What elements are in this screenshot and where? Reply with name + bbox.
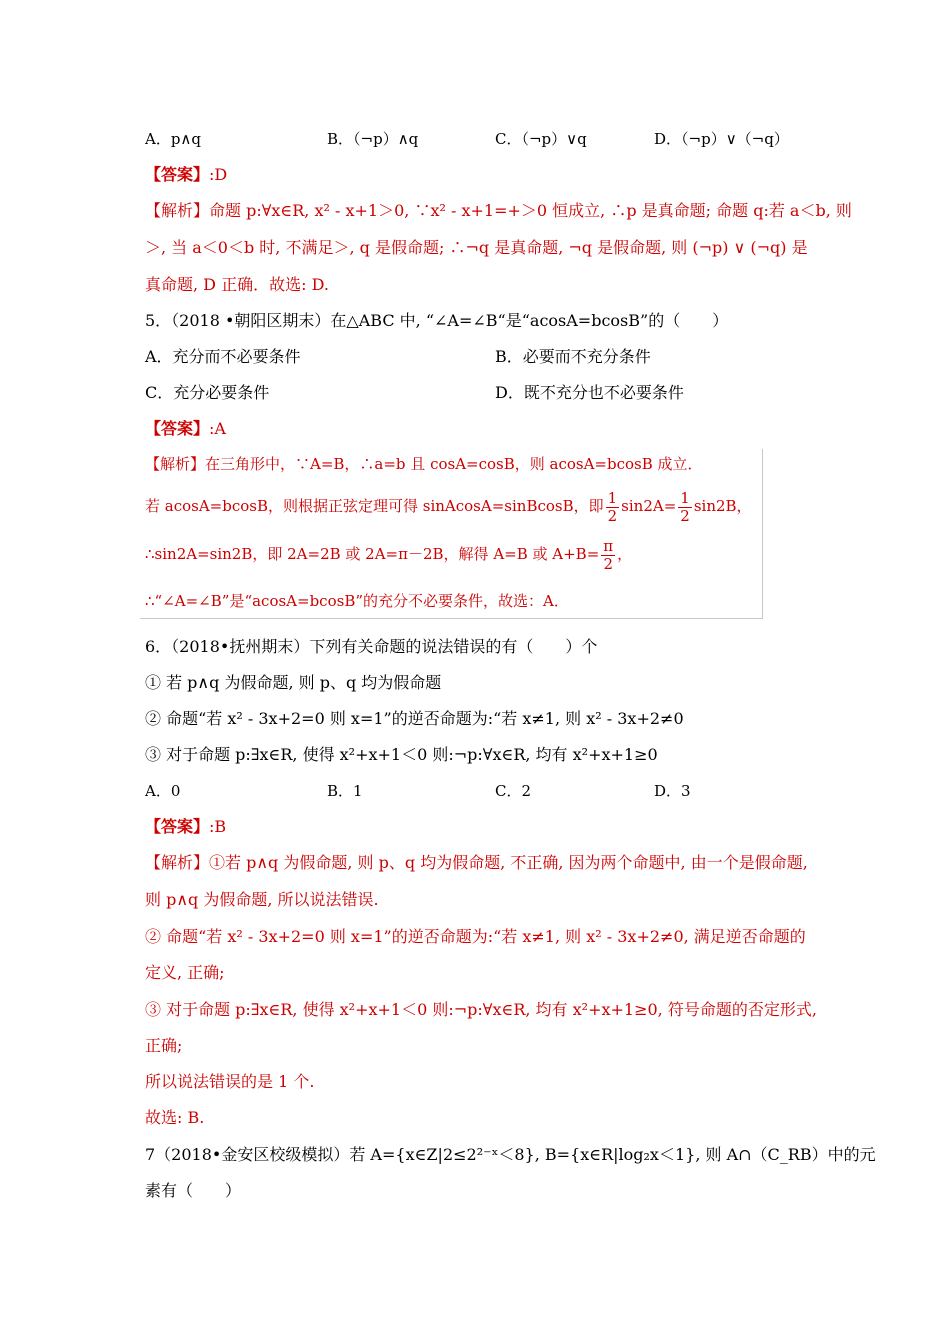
q5-analysis-line-2: [145, 487, 752, 525]
q6-analysis-line-8: 故选: B.: [145, 1108, 205, 1127]
answer-label: 【答案】: [145, 419, 210, 438]
fraction-pi-over-two: [601, 538, 615, 573]
q4-option-c: C．（¬p）∨q: [495, 130, 587, 148]
text: sin2A=: [621, 497, 677, 515]
q6-analysis-line-6: 正确;: [145, 1036, 183, 1055]
q6-analysis-line-4: 定义, 正确;: [145, 963, 225, 982]
q5-answer: [145, 419, 226, 439]
text: sin2B，: [693, 497, 752, 515]
numerator: π: [603, 536, 614, 555]
answer-value: :A: [209, 419, 226, 438]
q5-option-a: A．充分而不必要条件: [145, 347, 301, 366]
q7-stem-line-2: 素有（ ）: [145, 1181, 242, 1200]
q4-analysis-line-1: 【解析】命题 p:∀x∈R, x² - x+1＞0, ∵x² - x+1=+＞0 恒成立, ∴p 是真命题; 命题 q:若 a＜b, 则: [145, 201, 852, 220]
q6-item-2: ② 命题“若 x² - 3x+2=0 则 x=1”的逆否命题为:“若 x≠1, 则 x² - 3x+2≠0: [145, 709, 684, 728]
q4-option-a: A．p∧q: [145, 130, 202, 148]
fraction-one-half: [678, 490, 692, 525]
q6-stem: 6．（2018•抚州期末）下列有关命题的说法错误的有（ ）个: [145, 637, 598, 656]
q4-option-b: B．（¬p）∧q: [327, 130, 419, 148]
q6-option-d: D．3: [654, 782, 691, 800]
q4-option-d: D．（¬p）∨（¬q）: [654, 130, 789, 148]
answer-label: 【答案】: [145, 817, 210, 836]
q6-option-c: C．2: [495, 782, 532, 800]
q5-analysis-line-1: 【解析】在三角形中，∵A=B，∴a=b 且 cosA=cosB，则 acosA=bcosB 成立．: [145, 455, 703, 473]
text: ，: [617, 545, 633, 563]
q6-analysis-line-7: 所以说法错误的是 1 个.: [145, 1072, 315, 1091]
denominator: 2: [680, 506, 690, 525]
numerator: 1: [607, 488, 618, 507]
q6-option-a: A．0: [145, 782, 181, 800]
q7-stem-line-1: 7（2018•金安区校级模拟）若 A={x∈Z|2≤2²⁻ˣ＜8}, B={x∈R|log₂x＜1}, 则 A∩（C_RB）中的元: [145, 1145, 876, 1164]
q5-option-c: C．充分必要条件: [145, 383, 270, 402]
answer-label: 【答案】: [145, 165, 210, 184]
answer-value: :B: [209, 817, 227, 836]
q5-stem: 5．（2018 •朝阳区期末）在△ABC 中, “∠A=∠B“是“acosA=bcosB”的（ ）: [145, 311, 729, 330]
q6-analysis-line-2: 则 p∧q 为假命题, 所以说法错误.: [145, 890, 379, 909]
numerator: 1: [680, 488, 690, 507]
q5-option-d: D．既不充分也不必要条件: [495, 383, 684, 402]
q4-answer: [145, 165, 227, 185]
q6-item-1: ① 若 p∧q 为假命题, 则 p、q 均为假命题: [145, 673, 442, 692]
q5-option-b: B．必要而不充分条件: [495, 347, 651, 366]
q6-analysis-line-3: ② 命题“若 x² - 3x+2=0 则 x=1”的逆否命题为:“若 x≠1, 则 x² - 3x+2≠0, 满足逆否命题的: [145, 927, 806, 946]
fraction-one-half: [606, 490, 620, 525]
text: 若 acosA=bcosB，则根据正弦定理可得 sinAcosA=sinBcosB，即: [145, 497, 604, 515]
q6-option-b: B．1: [327, 782, 363, 800]
q6-item-3: ③ 对于命题 p:∃x∈R, 使得 x²+x+1＜0 则:¬p:∀x∈R, 均有 x²+x+1≥0: [145, 745, 658, 764]
q5-analysis-line-3: [145, 535, 632, 573]
q6-analysis-line-1: 【解析】①若 p∧q 为假命题, 则 p、q 均为假命题, 不正确, 因为两个命题中, 由一个是假命题,: [145, 853, 808, 872]
q4-analysis-line-3: 真命题, D 正确．故选: D.: [145, 275, 329, 294]
text: ∴sin2A=sin2B，即 2A=2B 或 2A=π－2B，解得 A=B 或 A+B=: [145, 545, 600, 563]
answer-value: :D: [209, 165, 228, 184]
q6-answer: [145, 817, 226, 837]
q4-analysis-line-2: ＞, 当 a＜0＜b 时, 不满足＞, q 是假命题; ∴¬q 是真命题, ¬q 是假命题, 则 (¬p) ∨ (¬q) 是: [145, 238, 808, 257]
denominator: 2: [607, 506, 618, 525]
q5-analysis-line-4: ∴“∠A=∠B”是“acosA=bcosB”的充分不必要条件，故选：A．: [145, 592, 569, 610]
q6-analysis-line-5: ③ 对于命题 p:∃x∈R, 使得 x²+x+1＜0 则:¬p:∀x∈R, 均有 x²+x+1≥0, 符号命题的否定形式,: [145, 1000, 817, 1019]
denominator: 2: [603, 554, 613, 573]
